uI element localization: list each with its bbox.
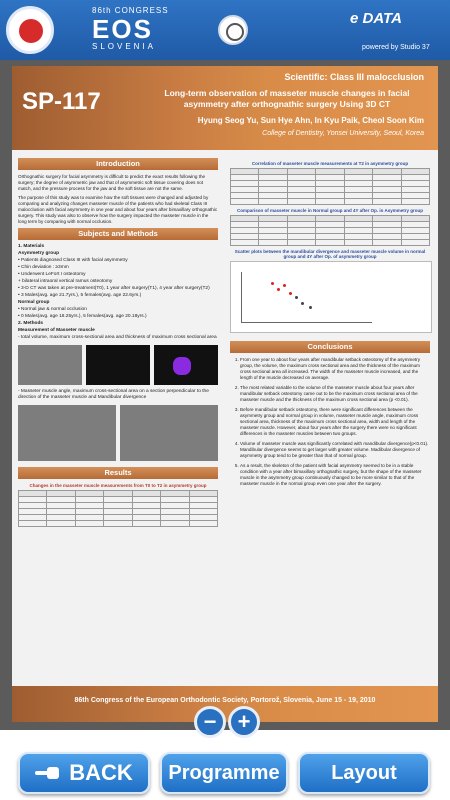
intro-text xyxy=(18,174,218,225)
results-table xyxy=(18,490,218,527)
layout-button[interactable] xyxy=(298,752,430,794)
muscle-3d-image xyxy=(154,345,218,385)
method-item: + bilateral intraoral vertical ramus osteotomy xyxy=(18,279,113,284)
poster-id: SP-117 xyxy=(22,88,101,115)
zoom-in-button[interactable]: + xyxy=(228,706,260,738)
right-caption-1: Correlation of masseter muscle measurements at T2 in asymmetry group xyxy=(251,161,409,166)
section-conclusions: Conclusions xyxy=(230,341,430,353)
eos-logo-text: EOS xyxy=(92,14,153,44)
right-caption-3: Scatter plots between the mandibular divergence and masseter muscle volume in normal group and 4Y after Op. of asymmetry group xyxy=(234,249,426,259)
back-button[interactable] xyxy=(18,752,150,794)
poster-right-column xyxy=(230,158,430,491)
method-item: • Patients diagnosed Class III with facial asymmetry xyxy=(18,258,128,263)
skull-image xyxy=(18,405,116,461)
method-item: • Underwent LeFort I osteotomy xyxy=(18,272,86,277)
slovenia-text: SLOVENIA xyxy=(92,42,157,51)
conclusions-list xyxy=(230,357,430,487)
conclusion-item: 2. The most related variable to the volume of the masseter muscle about four years after mandibular setback osteotomy came out to be the maximum cross sectional area of the masseter muscle and the thickness of the maximum cross sectional area (p <0.01). xyxy=(240,385,430,403)
poster-left-column xyxy=(18,158,218,527)
scatter-point xyxy=(271,282,274,285)
poster-viewer[interactable] xyxy=(0,60,450,730)
scatter-point xyxy=(283,284,286,287)
film-reel-icon xyxy=(218,15,248,45)
pointing-hand-icon xyxy=(35,767,61,779)
ct-images-row xyxy=(18,345,218,385)
poster-footer: 86th Congress of the European Orthodontic Society, Portorož, Slovenia, June 15 - 19, 2010 xyxy=(74,697,376,704)
skull-images-row xyxy=(18,405,218,461)
scatter-point xyxy=(289,292,292,295)
second-method-text: - Masseter muscle angle, maximum cross-sectional area on a section perpendicular to the direction of the masseter muscle and Mandibular divergence xyxy=(18,389,209,400)
normal-group-heading: Normal group xyxy=(18,300,50,305)
poster-title: Long-term observation of masseter muscle changes in facial asymmetry after orthognathic surgery Using 3D CT xyxy=(164,88,410,109)
right-caption-2: Comparison of masseter muscle in Normal group and 4Y after Op. in Asymmetry group xyxy=(236,208,424,213)
comparison-table xyxy=(230,215,430,246)
scientific-category: Scientific: Class III malocclusion xyxy=(284,72,424,82)
conclusion-item: 1. From one year to about four years after mandibular setback osteotomy of the asymmetry group, the volume, the maximum cross sectional area and the thickness of the maximum cross sectional area all increased. The width of the masseter muscle increased, and the length of the muscle decreased on average. xyxy=(240,357,430,381)
poster-title-band xyxy=(12,66,438,150)
method-item: • Chin deviation : ≥3mm xyxy=(18,265,69,270)
scatter-point xyxy=(277,288,280,291)
materials-heading: 1. Materials xyxy=(18,244,45,249)
correlation-table xyxy=(230,168,430,205)
methods-heading: 2. Methods xyxy=(18,321,44,326)
poster-affiliation: College of Dentistry, Yonsei University, Seoul, Korea xyxy=(262,130,424,137)
programme-button[interactable] xyxy=(160,752,288,794)
scatter-plot xyxy=(230,261,432,333)
back-label: BACK xyxy=(69,760,133,785)
top-header xyxy=(0,0,450,60)
ct-image xyxy=(86,345,150,385)
powered-by-text: powered by Studio 37 xyxy=(362,44,430,51)
poster-image[interactable] xyxy=(12,66,438,722)
results-table-caption: Changes in the masseter muscle measurements from T0 to T2 in asymmetry group xyxy=(29,483,207,488)
intro-paragraph-1: Orthognathic surgery for facial asymmetry is difficult to predict the exact results following the surgery; the degree of asymmetric jaw and that of asymmetric soft tissue covering does not match, and the pressure process for the jaw and the soft tissue are not the same. xyxy=(18,174,206,191)
congress-line: 86th CONGRESS xyxy=(92,6,169,15)
normal-item: • 0 Males(avg. age 18.25yrs.), 5 females(avg. age 20.18yrs.) xyxy=(18,314,147,319)
intro-paragraph-2: The purpose of this study was to examine how the soft tissues were changed and adjusted by comparing and analyzing changes masseter muscle of the patients who had skeletal Class III malocclusion with facial asymmetry in one year and about four years after bimaxillary orthognathic surgery. This study was also to observe how the surgery impacted the masseter muscle in the long term by comparing with normal occlusion. xyxy=(18,195,218,224)
section-introduction: Introduction xyxy=(18,158,218,170)
section-results: Results xyxy=(18,467,218,479)
scatter-point xyxy=(301,302,304,305)
skull-image xyxy=(120,405,218,461)
scatter-point xyxy=(295,296,298,299)
eos-logo-icon xyxy=(6,6,54,54)
layout-label: Layout xyxy=(331,761,397,784)
scatter-axis xyxy=(241,272,372,323)
ct-image xyxy=(18,345,82,385)
asymmetry-group-heading: Asymmetry group xyxy=(18,251,60,256)
conclusion-item: 5. As a result, the skeleton of the patient with facial asymmetry seemed to be in a stable condition with a year after bimaxillary orthognathic surgery, but the shape of the masseter muscle in the asymmetry group continuously changed to be more similar to that of the masseter muscle in the normal group even one year after the surgery. xyxy=(240,463,430,487)
measurement-heading: Measurement of Masseter muscle xyxy=(18,328,95,333)
method-item: • 3 Males(avg. age 21.7yrs.), 5 females(avg. age 22.6yrs.) xyxy=(18,293,142,298)
measurement-text: - total volume, maximum cross-sectional area and thickness of maximum cross sectional area xyxy=(18,335,217,340)
zoom-out-button[interactable]: − xyxy=(194,706,226,738)
edata-logo-icon: e DATA xyxy=(350,10,402,27)
scatter-point xyxy=(309,306,312,309)
normal-item: • Normal jaw & normal occlusion xyxy=(18,307,87,312)
conclusion-item: 4. Volume of masseter muscle was significantly correlated with mandibular divergence(p<0.01). Mandibular divergence seems to get larger with greater volume. Madibular divergence of asymmetry group tend to be greater than that of normal group. xyxy=(240,441,430,459)
method-item: • 3-D CT was taken at pre-treatment(T0), 1 year after surgery(T1), 4 year after surgery(T2) xyxy=(18,286,210,291)
programme-label: Programme xyxy=(168,761,280,784)
poster-authors: Hyung Seog Yu, Sun Hye Ahn, In Kyu Paik, Cheol Soon Kim xyxy=(197,116,424,125)
conclusion-item: 3. Before mandibular setback osteotomy, there were significant differences between the asymmetry group and normal group in volume, masseter muscle angle, maximum cross sectional area, thickness of the maximum cross sectional area, width and length of the masseter muscle. However, about four years after the surgery there were no significant differences in the masseter muscles between two groups. xyxy=(240,407,430,437)
section-subjects-methods: Subjects and Methods xyxy=(18,228,218,240)
